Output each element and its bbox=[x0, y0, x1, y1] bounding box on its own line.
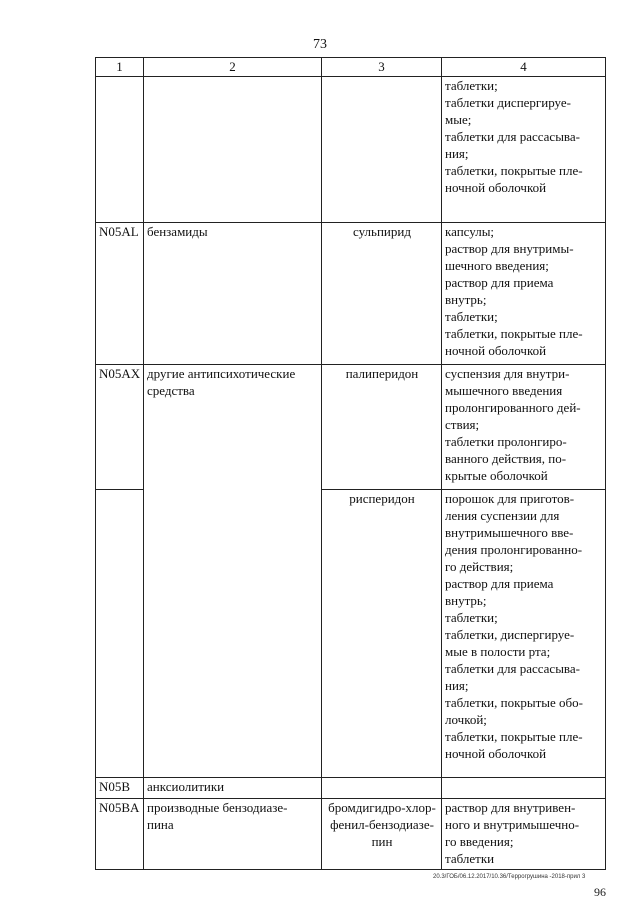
dosage-forms-text: порошок для приготов- ления суспензии для внутримышечного вве- дения пролонгированно- го действия; раствор для приема внутрь; таблетки; таблетки, диспергируе- мые в полости рта; таблетки для рассасыва- ния; таблетки, покрытые обо- лочкой; таблетки, покрытые пле- ночной оболочкой bbox=[445, 491, 583, 761]
category-cell bbox=[144, 490, 322, 778]
header-col-3: 3 bbox=[322, 58, 442, 77]
inn-cell bbox=[322, 778, 442, 799]
atc-code-cell: N05BA bbox=[96, 799, 144, 870]
category-cell bbox=[144, 799, 322, 870]
inn-cell bbox=[322, 799, 442, 870]
inn-cell bbox=[322, 223, 442, 365]
footer-sheet-number: 96 bbox=[594, 885, 606, 899]
category-cell bbox=[144, 77, 322, 223]
inn-text: рисперидон bbox=[349, 491, 415, 506]
header-col-4: 4 bbox=[442, 58, 606, 77]
table-row bbox=[96, 223, 606, 365]
header-col-1: 1 bbox=[96, 58, 144, 77]
inn-text: бромдигидро-хлор- фенил-бензодиазе- пин bbox=[328, 800, 436, 849]
dosage-forms-cell bbox=[442, 77, 606, 223]
category-cell bbox=[144, 365, 322, 490]
table-row bbox=[96, 77, 606, 223]
category-cell bbox=[144, 778, 322, 799]
dosage-forms-text: таблетки; таблетки диспергируе- мые; таблетки для рассасыва- ния; таблетки, покрытые пле- ночной оболочкой bbox=[445, 78, 583, 195]
atc-code-cell: N05AX bbox=[96, 365, 144, 490]
inn-cell bbox=[322, 365, 442, 490]
inn-text: палиперидон bbox=[345, 366, 419, 381]
table-header-row bbox=[96, 58, 606, 77]
inn-cell bbox=[322, 490, 442, 778]
inn-cell bbox=[322, 77, 442, 223]
atc-code-cell: N05B bbox=[96, 778, 144, 799]
category-cell bbox=[144, 223, 322, 365]
category-text: бензамиды bbox=[147, 224, 208, 239]
atc-code-cell bbox=[96, 77, 144, 223]
table-row bbox=[96, 490, 606, 778]
header-col-2: 2 bbox=[144, 58, 322, 77]
dosage-forms-text: суспензия для внутри- мышечного введения пролонгированного дей- ствия; таблетки пролонгиро- ванного действия, по- крытые оболочкой bbox=[445, 366, 581, 483]
dosage-forms-cell bbox=[442, 778, 606, 799]
drug-table bbox=[95, 57, 606, 870]
page-number: 73 bbox=[313, 37, 327, 52]
dosage-forms-cell bbox=[442, 799, 606, 870]
footer-document-code: 20.3/ГОБ/06.12.2017/10.36/Террогрушина -2018-прил 3 bbox=[433, 874, 586, 880]
table-row bbox=[96, 365, 606, 490]
dosage-forms-text: раствор для внутривен- ного и внутримышечно- го введения; таблетки bbox=[445, 800, 580, 866]
inn-text: сульпирид bbox=[353, 224, 411, 239]
dosage-forms-cell bbox=[442, 365, 606, 490]
atc-code-cell: N05AL bbox=[96, 223, 144, 365]
category-text: анксиолитики bbox=[147, 779, 225, 794]
dosage-forms-cell bbox=[442, 490, 606, 778]
dosage-forms-text: капсулы; раствор для внутримы- шечного введения; раствор для приема внутрь; таблетки; таблетки, покрытые пле- ночной оболочкой bbox=[445, 224, 583, 358]
category-text: другие антипсихотические средства bbox=[147, 366, 296, 398]
table-row bbox=[96, 799, 606, 870]
category-text: производные бензодиазе- пина bbox=[147, 800, 288, 832]
table-row bbox=[96, 778, 606, 799]
atc-code-cell bbox=[96, 490, 144, 778]
dosage-forms-cell bbox=[442, 223, 606, 365]
